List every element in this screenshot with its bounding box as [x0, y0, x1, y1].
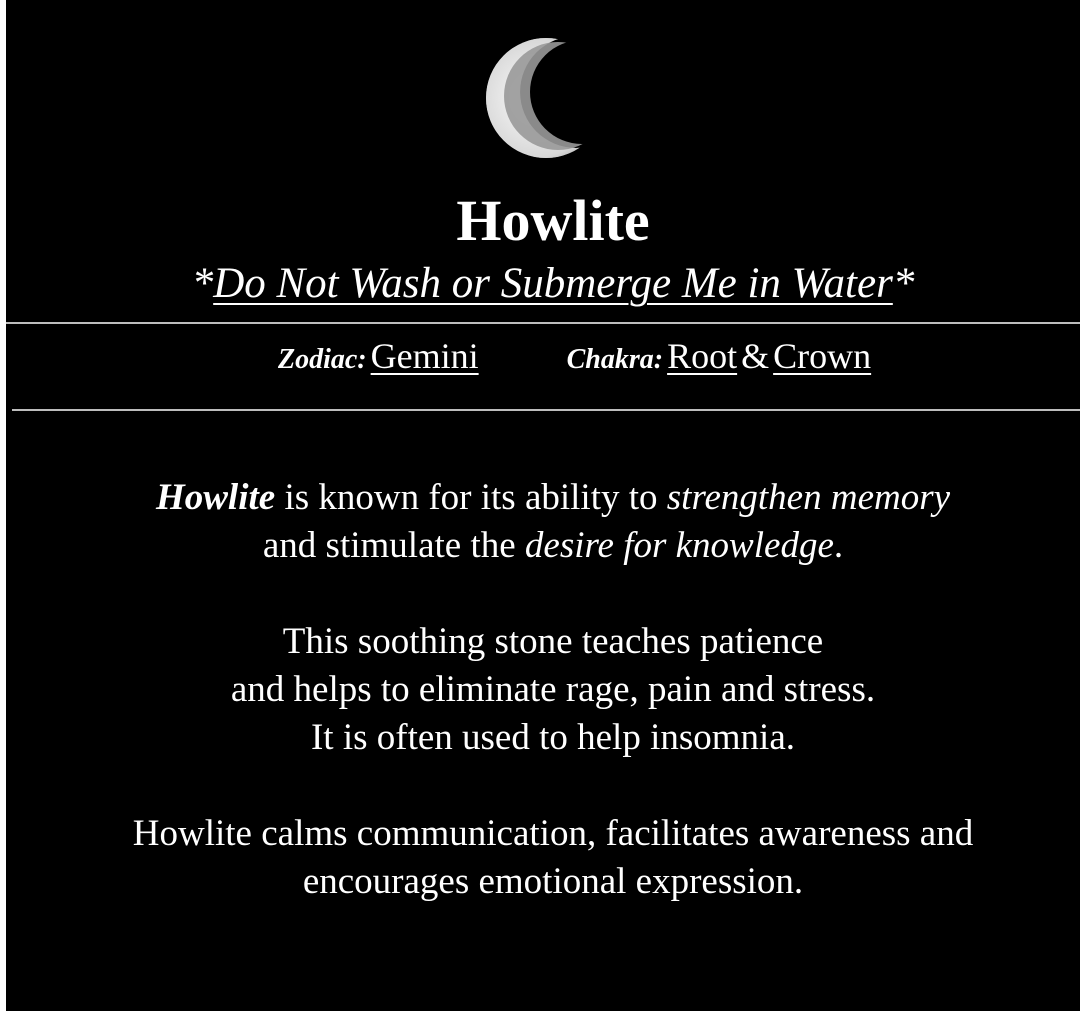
- stone-attributes: [278, 332, 871, 380]
- description-text: and stimulate the: [262, 525, 525, 566]
- description-line: It is often used to help insomnia.: [310, 717, 796, 758]
- page: [6, 0, 1080, 1011]
- warning-suffix: *: [892, 260, 915, 307]
- description-paragraph-2: [6, 618, 1080, 762]
- zodiac-label: Zodiac:: [278, 344, 367, 375]
- description-line: Howlite calms communication, facilitates awareness and: [132, 813, 974, 854]
- description-emphasis: strengthen memory: [666, 477, 951, 518]
- description-emphasis: desire for knowledge: [524, 525, 834, 566]
- chakra-label: Chakra:: [566, 344, 664, 375]
- warning-prefix: *: [191, 260, 214, 307]
- description-text: is known for its ability to: [275, 477, 667, 518]
- crescent-moon-icon: [482, 28, 622, 168]
- description-line: and helps to eliminate rage, pain and stress.: [230, 669, 876, 710]
- description-paragraph-1: [6, 474, 1080, 570]
- description-paragraph-3: [6, 810, 1080, 906]
- chakra-crown-link[interactable]: Crown: [773, 336, 872, 376]
- stone-description: [6, 474, 1080, 954]
- description-line: encourages emotional expression.: [302, 861, 804, 902]
- divider-bottom: [12, 409, 1080, 411]
- page-title: Howlite: [456, 188, 650, 253]
- zodiac-link[interactable]: Gemini: [370, 336, 479, 376]
- chakra-joiner: &: [741, 336, 770, 376]
- description-text: .: [833, 525, 844, 566]
- chakra-root-link[interactable]: Root: [667, 336, 738, 376]
- care-warning: [6, 256, 1080, 312]
- care-warning-link[interactable]: Do Not Wash or Submerge Me in Water: [213, 260, 893, 307]
- description-line: This soothing stone teaches patience: [282, 621, 824, 662]
- divider-top: [6, 322, 1080, 324]
- stone-name-emphasis: Howlite: [155, 477, 276, 518]
